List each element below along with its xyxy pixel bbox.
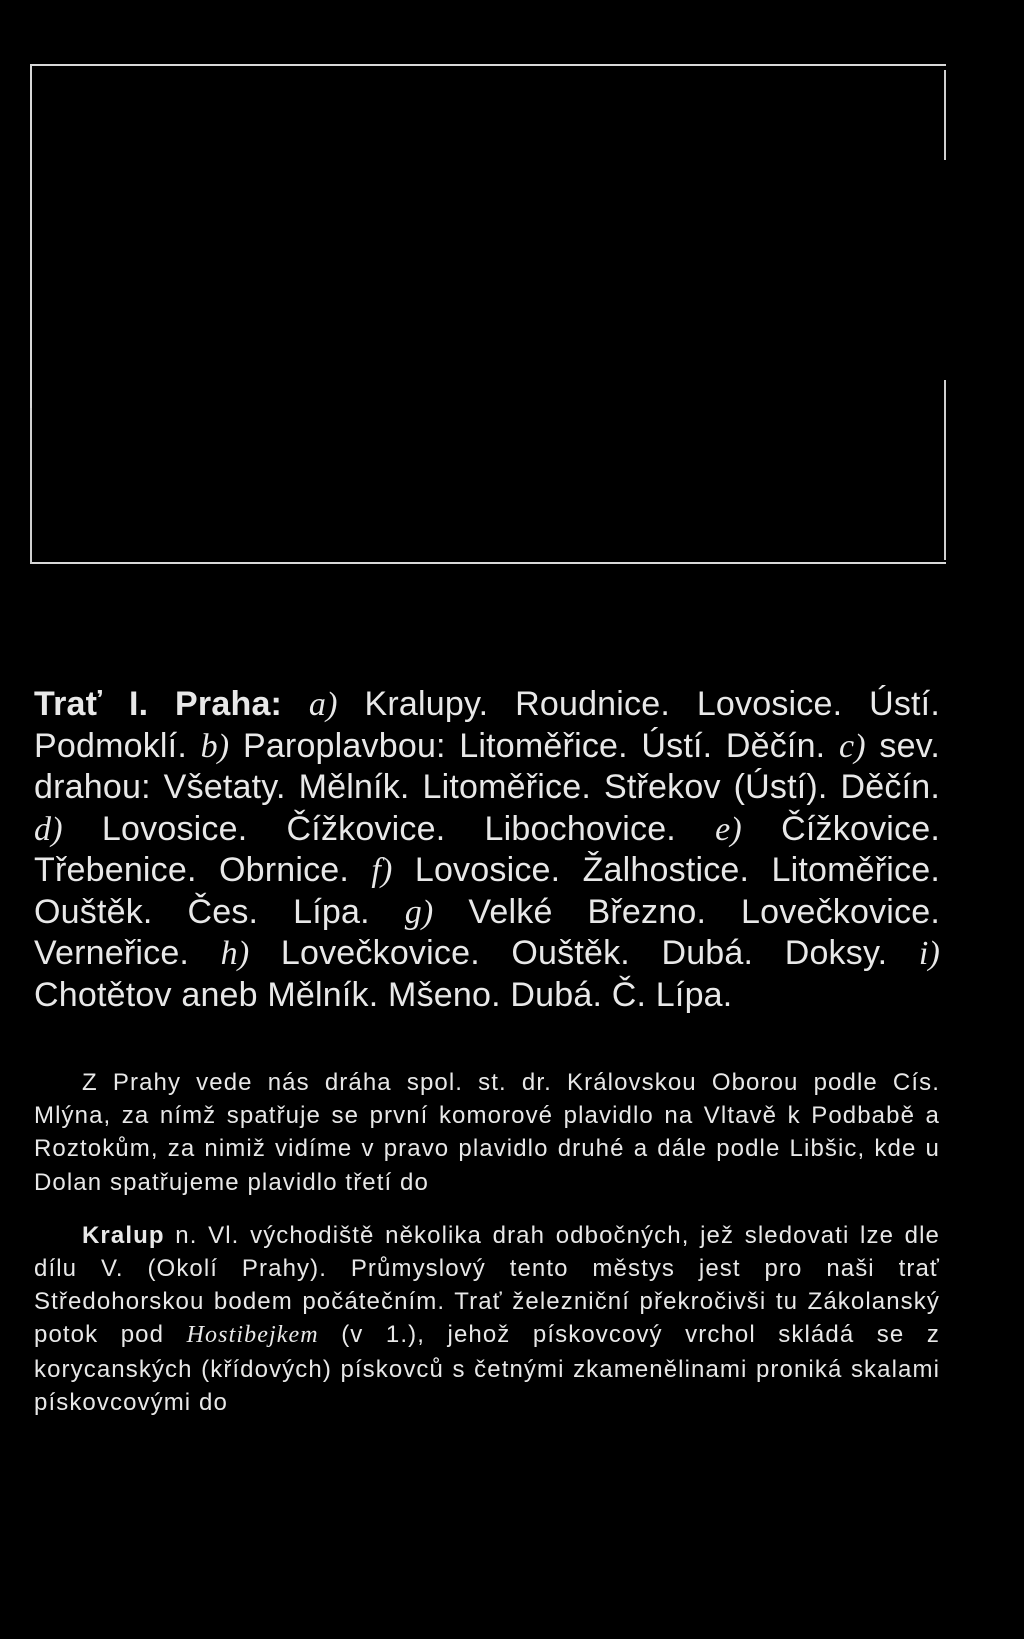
frame-edge-right-bottom — [944, 380, 946, 560]
route-segment-e: Čížkovice. Třebenice. Obrnice. — [34, 809, 940, 889]
route-letter-h: h) — [220, 935, 250, 972]
route-segment-a: Kralupy. Roudnice. Lovosice. Ústí. Podmoklí. — [34, 685, 940, 765]
paragraph-2 — [34, 1219, 940, 1419]
route-segment-c: sev. drahou: Všetaty. Mělník. Litoměřice. Střekov (Ústí). Děčín. — [34, 726, 941, 806]
route-list — [34, 684, 940, 1016]
frame-edge-right-top — [944, 70, 946, 160]
route-letter-f: f) — [371, 852, 393, 889]
paragraph-2-italic: Hostibejkem — [186, 1322, 319, 1349]
paragraph-2-part-a: n. Vl. východiště několika drah odbočných, jež sledovati lze dle dílu V. (Okolí Prahy). Průmyslový tento městys jest pro naši trať Středohorskou bodem počátečním. Trať železniční překročivši tu Zákolanský potok pod — [34, 1221, 940, 1349]
route-letter-d: d) — [34, 810, 63, 848]
route-segment-h: Lovečkovice. Ouštěk. Dubá. Doksy. — [280, 934, 888, 972]
route-letter-a: a) — [308, 686, 338, 723]
route-segment-b: Paroplavbou: Litoměřice. Ústí. Děčín. — [242, 726, 826, 765]
paragraph-2-lead: Kralup — [82, 1221, 165, 1249]
route-letter-g: g) — [404, 893, 434, 931]
route-segment-g: Velké Březno. Lovečkovice. Verneřice. — [34, 892, 940, 972]
image-placeholder-frame — [30, 64, 946, 564]
route-segment-f: Lovosice. Žalhostice. Litoměřice. Ouštěk. Čes. Lípa. — [34, 851, 940, 931]
route-letter-c: c) — [838, 727, 866, 765]
route-segment-i: Chotětov aneb Mělník. Mšeno. Dubá. Č. Lípa. — [34, 975, 733, 1014]
route-letter-e: e) — [715, 810, 742, 848]
paragraph-1: Z Prahy vede nás dráha spol. st. dr. Královskou Oborou podle Cís. Mlýna, za nímž spatřuje se první komorové plavidlo na Vltavě k Podbabě a Roztokům, za nimiž vidíme v pravo plavidlo druhé a dále podle Libšic, kde u Dolan spatřujeme plavidlo třetí do — [34, 1069, 940, 1196]
route-letter-b: b) — [200, 727, 230, 765]
frame-edge-left-lower — [30, 408, 32, 564]
route-heading: Trať I. Praha: — [34, 685, 283, 723]
paragraph-2-part-b: (v 1.), jehož pískovcový vrchol skládá se z korycanských (křídových) pískovců s četnými zkamenělinami proniká skalami pískovcovými do — [34, 1321, 940, 1416]
body-text — [34, 1066, 940, 1419]
route-letter-i: i) — [918, 935, 940, 972]
route-segment-d: Lovosice. Čížkovice. Libochovice. — [101, 809, 676, 848]
